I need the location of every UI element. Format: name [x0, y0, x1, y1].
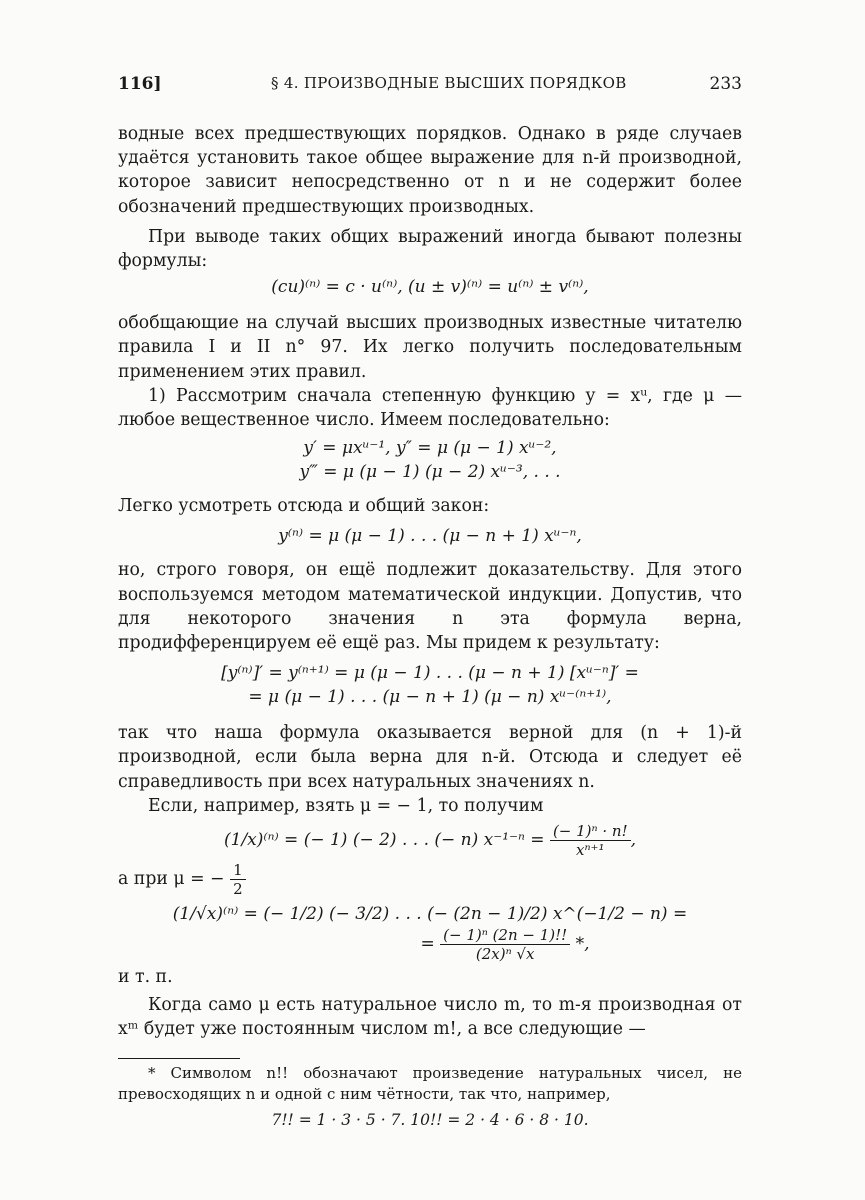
formula-4a: [y⁽ⁿ⁾]′ = y⁽ⁿ⁺¹⁾ = μ (μ − 1) . . . (μ − n + 1) [xᵘ⁻ⁿ]′ =: [221, 663, 639, 684]
chapter-title: § 4. ПРОИЗВОДНЫЕ ВЫСШИХ ПОРЯДКОВ: [271, 74, 627, 92]
paragraph-5: Легко усмотреть отсюда и общий закон:: [118, 496, 490, 517]
formula-4b: = μ (μ − 1) . . . (μ − n + 1) (μ − n) xᵘ⁻⁽ⁿ⁺¹⁾,: [248, 687, 612, 708]
paragraph-6: но, строго говоря, он ещё подлежит доказательству. Для этого воспользуемся методом математической индукции. Допустив, что для некоторого значения n эта формула верна, продифференцируем её ещё раз. Мы придем к результату:: [118, 560, 742, 654]
paragraph-9: а при μ = − $\frac{1}{2}$: [118, 861, 742, 898]
paragraph-1: водные всех предшествующих порядков. Однако в ряде случаев удаётся установить такое общее выражение для n-й производной, которое зависит непосредственно от n и не содержит более обозначений предшествующих производных.: [118, 124, 742, 217]
paragraph-10: и т. п.: [118, 967, 173, 988]
footnote-formula: 7!! = 1 · 3 · 5 · 7. 10!! = 2 · 4 · 6 · 8 · 10.: [271, 1110, 589, 1129]
formula-6a: (1/√x)⁽ⁿ⁾ = (− 1/2) (− 3/2) . . . (− (2n − 1)/2) x^(−1/2 − n) =: [172, 904, 688, 925]
paragraph-4: 1) Рассмотрим сначала степенную функцию y = xᵘ, где μ — любое вещественное число. Имеем последовательно:: [118, 385, 742, 431]
formula-5: (1/x)⁽ⁿ⁾ = (− 1) (− 2) . . . (− n) x⁻¹⁻ⁿ = $\frac{\text{(− 1)ⁿ · n!}}{\text{xⁿ⁺¹}}$ ,: [224, 822, 636, 860]
page-number: 233: [709, 74, 742, 94]
formula-3: y⁽ⁿ⁾ = μ (μ − 1) . . . (μ − n + 1) xᵘ⁻ⁿ,: [278, 526, 582, 547]
formula-2b: y‴ = μ (μ − 1) (μ − 2) xᵘ⁻³, . . .: [299, 462, 561, 483]
book-page: [118, 74, 742, 1129]
paragraph-8: Если, например, взять μ = − 1, то получим: [148, 795, 544, 816]
formula-2a: y′ = μxᵘ⁻¹, y″ = μ (μ − 1) xᵘ⁻²,: [303, 438, 557, 459]
formula-6b: = $\frac{\text{(− 1)ⁿ (2n − 1)!!}}{\text{(2x)ⁿ √x}}$ *,: [420, 926, 590, 964]
running-header: [118, 74, 742, 104]
paragraph-2: При выводе таких общих выражений иногда бывают полезны формулы:: [118, 226, 742, 272]
paragraph-7: так что наша формула оказывается верной для (n + 1)-й производной, если была верна для n-й. Отсюда и следует её справедливость при всех натуральных значениях n.: [118, 723, 742, 792]
footnote-text: * Символом n!! обозначают произведение натуральных чисел, не превосходящих n и одной с ним чётности, так что, например,: [118, 1063, 742, 1103]
paragraph-3: обобщающие на случай высших производных известные читателю правила I и II n° 97. Их легко получить последовательным применением этих правил.: [118, 313, 742, 382]
formula-1: (cu)⁽ⁿ⁾ = c · u⁽ⁿ⁾, (u ± v)⁽ⁿ⁾ = u⁽ⁿ⁾ ± v⁽ⁿ⁾,: [271, 277, 589, 298]
footnote-divider: [118, 1058, 240, 1059]
paragraph-11: Когда само μ есть натуральное число m, то m-я производная от xᵐ будет уже постоянным числом m!, а все следующие —: [118, 995, 742, 1040]
section-number: 116]: [118, 74, 162, 94]
